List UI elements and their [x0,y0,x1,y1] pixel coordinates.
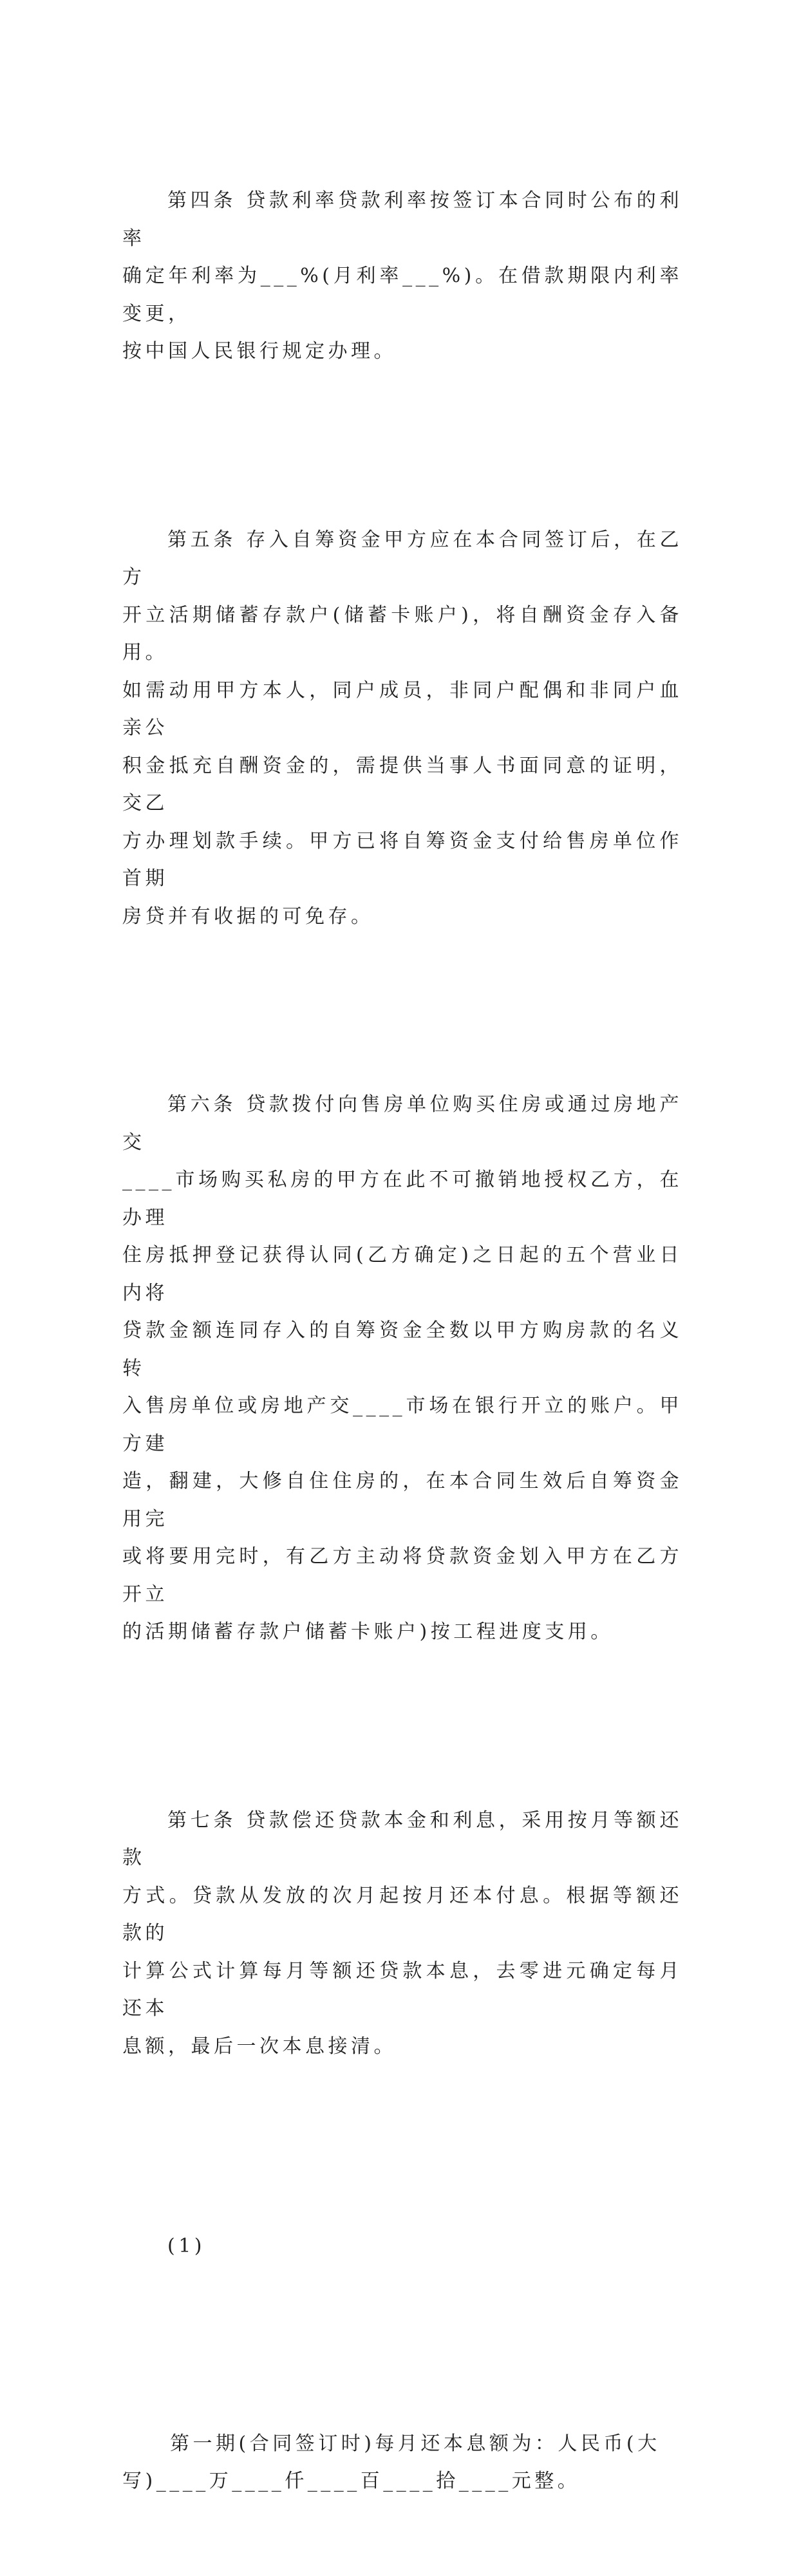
text-line: 积金抵充自酬资金的，需提供当事人书面同意的证明，交乙 [122,754,682,814]
text-line: 第四条 贷款利率贷款利率按签订本合同时公布的利率 [122,189,682,250]
article-6-loan-disbursement [122,1011,682,1727]
text-line: 造，翻建，大修自住住房的，在本合同生效后自筹资金用完 [122,1470,682,1530]
text-line: 按中国人民银行规定办理。 [122,340,397,362]
text-line: 住房抵押登记获得认同(乙方确定)之日起的五个营业日内将 [122,1244,682,1304]
text-line: 方办理划款手续。甲方已将自筹资金支付给售房单位作首期 [122,829,682,890]
text-line: 第六条 贷款拨付向售房单位购买住房或通过房地产交 [122,1093,682,1154]
text-line: 确定年利率为___%(月利率___%)。在借款期限内利率变更， [122,265,682,325]
first-period-payment [122,2350,682,2576]
text-line: ____市场购买私房的甲方在此不可撤销地授权乙方，在办理 [122,1169,682,1229]
text-line: 方式。贷款从发放的次月起按月还本付息。根据等额还款的 [122,1884,682,1944]
document-body [122,107,682,2576]
text-line: 或将要用完时，有乙方主动将贷款资金划入甲方在乙方开立 [122,1545,682,1606]
text-line: 第七条 贷款偿还贷款本金和利息，采用按月等额还款 [122,1809,682,1869]
article-5-self-raised-funds [122,446,682,1011]
text-line: 的活期储蓄存款户储蓄卡账户)按工程进度支用。 [122,1621,614,1643]
text-line: 第一期(合同签订时)每月还本息额为：人民币(大 [170,2432,661,2455]
text-line: 开立活期储蓄存款户(储蓄卡账户)，将自酬资金存入备用。 [122,603,682,664]
text-line: 计算公式计算每月等额还贷款本息，去零进元确定每月还本 [122,1959,682,2020]
text-line: 贷款金额连同存入的自筹资金全数以甲方购房款的名义转 [122,1319,682,1380]
text-line: 如需动用甲方本人，同户成员，非同户配偶和非同户血亲公 [122,679,682,739]
article-7-loan-repayment [122,1727,682,2141]
text-line: 息额，最后一次本息接清。 [122,2035,397,2058]
text-line: 第五条 存入自筹资金甲方应在本合同签订后，在乙方 [122,528,682,588]
text-line: 房贷并有收据的可免存。 [122,905,374,928]
item-marker [122,2141,682,2350]
text-line: (1) [167,2235,205,2257]
text-line: 写)____万____仟____百____拾____元整。 [122,2470,581,2492]
article-4-interest-rate [122,107,682,446]
text-line: 入售房单位或房地产交____市场在银行开立的账户。甲方建 [122,1395,682,1455]
